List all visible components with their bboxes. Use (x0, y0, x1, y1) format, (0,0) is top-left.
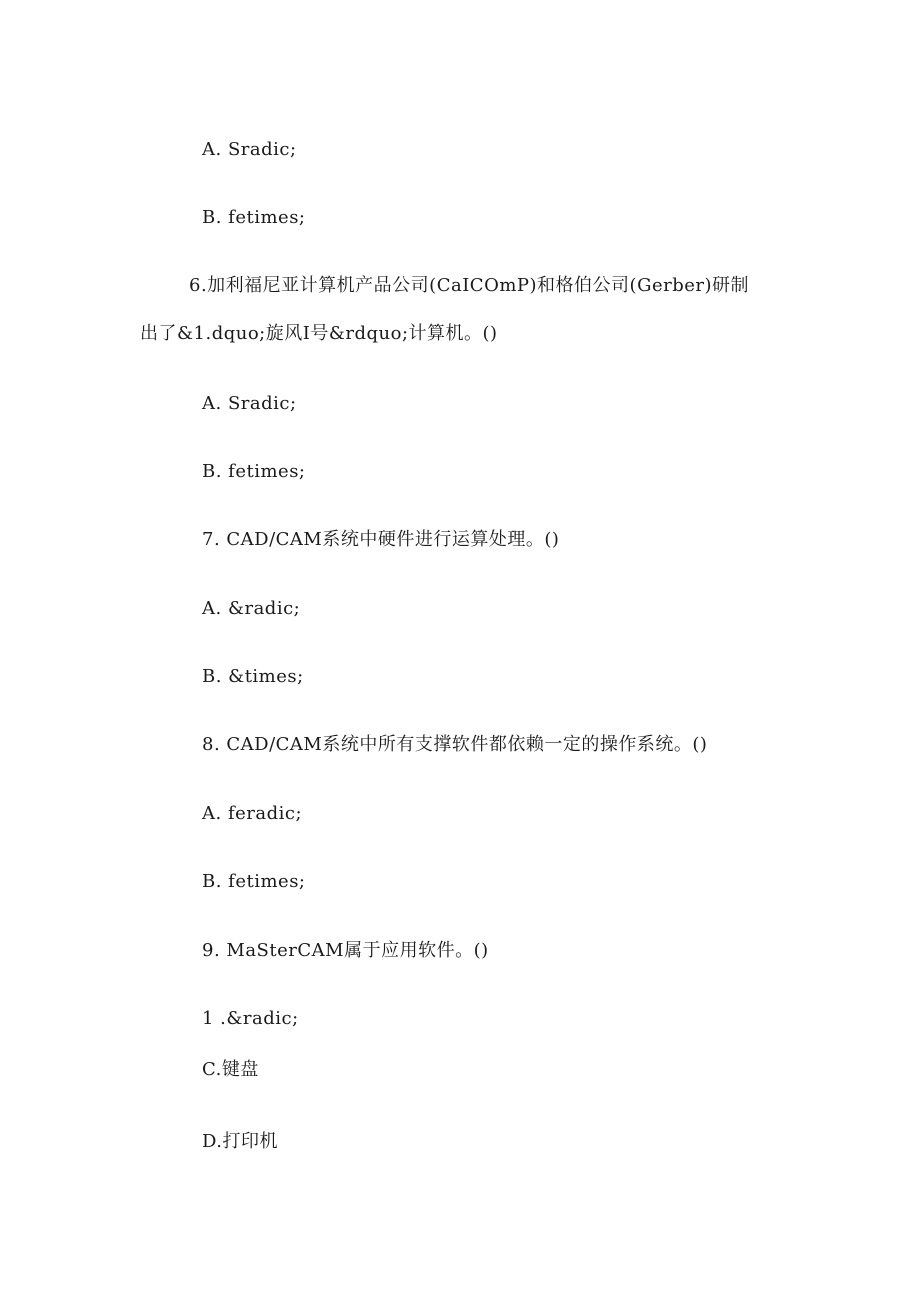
question-8: 8. CAD/CAM系统中所有支撑软件都依赖一定的操作系统。() (202, 734, 708, 755)
option-1-q9: 1 .&radic; (202, 1008, 299, 1029)
option-a-q7: A. &radic; (202, 598, 301, 619)
option-b-q8: B. fetimes; (202, 871, 306, 892)
option-b-q7: B. &times; (202, 666, 304, 687)
option-c: C.键盘 (202, 1059, 259, 1080)
question-9: 9. MaSterCAM属于应用软件。() (202, 940, 489, 961)
option-b-q5: B. fetimes; (202, 207, 306, 228)
option-d: D.打印机 (202, 1131, 279, 1152)
option-a-q8: A. feradic; (202, 803, 303, 824)
option-b-q6: B. fetimes; (202, 461, 306, 482)
option-a-q6: A. Sradic; (202, 393, 297, 414)
question-6-line-1: 6.加利福尼亚计算机产品公司(CaICOmP)和格伯公司(Gerber)研制 (189, 275, 749, 296)
option-a-q5: A. Sradic; (202, 139, 297, 160)
question-7: 7. CAD/CAM系统中硬件进行运算处理。() (202, 529, 560, 550)
question-6-line-2: 出了&1.dquo;旋风I号&rdquo;计算机。() (140, 323, 498, 344)
